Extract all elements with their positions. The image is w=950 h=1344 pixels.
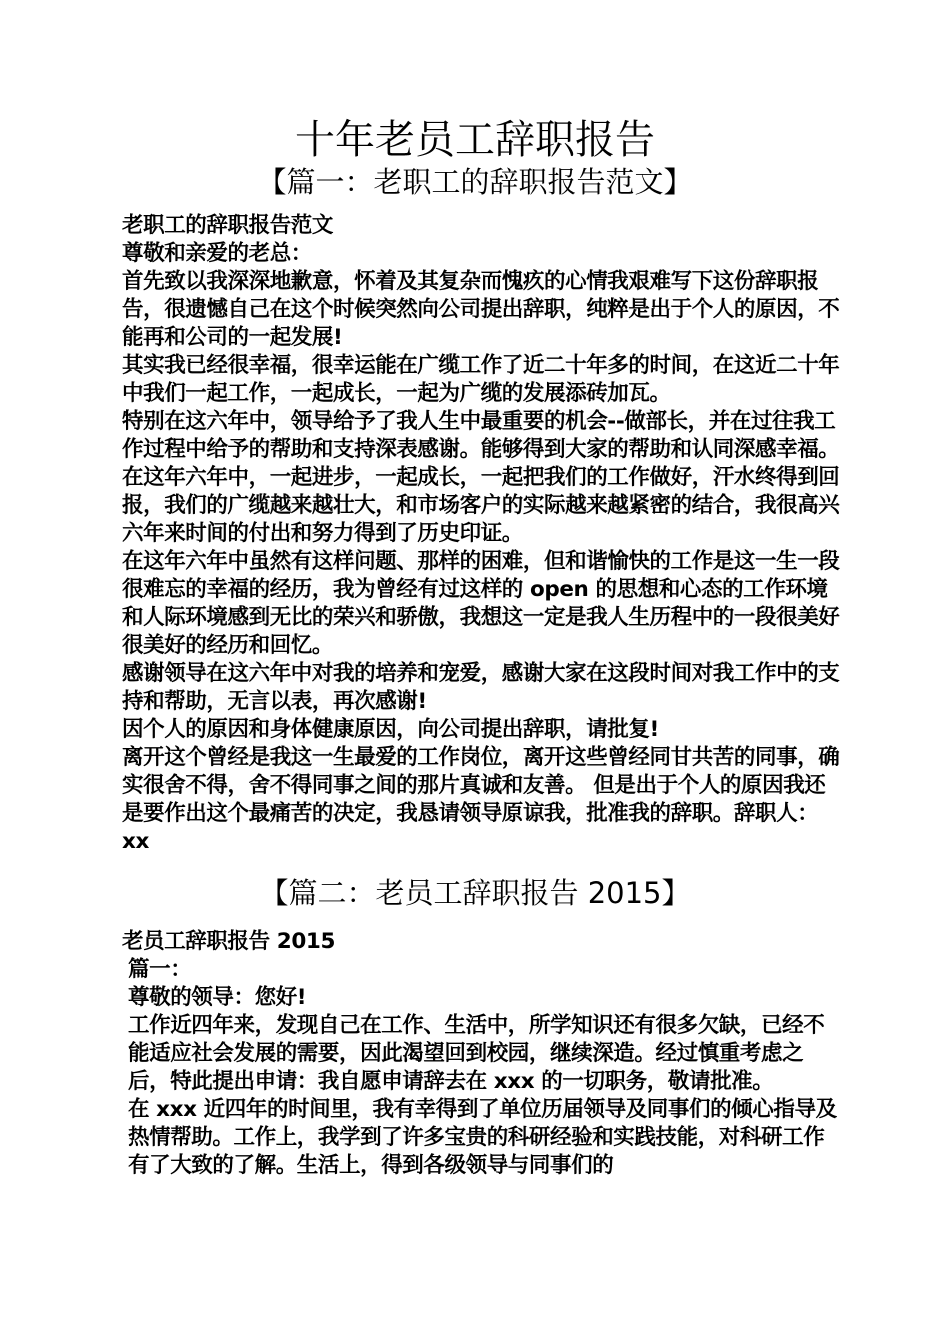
part2-body: [116, 928, 841, 1180]
part1-heading: 【篇一：老职工的辞职报告范文】: [257, 165, 693, 199]
part1-paragraph: 老职工的辞职报告范文: [122, 213, 334, 238]
part2-heading: 【篇二：老员工辞职报告 2015】: [259, 876, 691, 910]
part1-body: [116, 212, 841, 856]
part2-paragraph: 老员工辞职报告 2015: [122, 929, 336, 954]
part1-paragraph: 尊敬和亲爱的老总：: [122, 241, 312, 266]
document-title: 十年老员工辞职报告: [295, 117, 655, 163]
part2-paragraph: 尊敬的领导：您好!: [128, 985, 307, 1010]
part1-paragraph: 感谢领导在这六年中对我的培养和宠爱，感谢大家在这段时间对我工作中的支持和帮助，无言以表，再次感谢!: [122, 661, 840, 714]
part2-paragraph: 工作近四年来，发现自己在工作、生活中，所学知识还有很多欠缺，已经不能适应社会发展的需要，因此渴望回到校园，继续深造。经过慎重考虑之后，特此提出申请：我自愿申请辞去在 xxx 的一切职务，敬请批准。: [128, 1013, 825, 1094]
part1-paragraph: 特别在这六年中，领导给予了我人生中最重要的机会--做部长，并在过往我工作过程中给予的帮助和支持深表感谢。能够得到大家的帮助和认同深感幸福。: [122, 409, 840, 462]
part1-paragraph: 其实我已经很幸福，很幸运能在广缆工作了近二十年多的时间，在这近二十年中我们一起工作，一起成长，一起为广缆的发展添砖加瓦。: [122, 353, 840, 406]
part2-paragraph: 篇一：: [128, 957, 192, 982]
part1-paragraph: 在这年六年中，一起进步，一起成长，一起把我们的工作做好，汗水终得到回报，我们的广缆越来越壮大，和市场客户的实际越来越紧密的结合，我很高兴六年来时间的付出和努力得到了历史印证。: [122, 465, 840, 546]
part1-paragraph: 因个人的原因和身体健康原因，向公司提出辞职，请批复!: [122, 717, 659, 742]
part1-paragraph: 首先致以我深深地歉意，怀着及其复杂而愧疚的心情我艰难写下这份辞职报告，很遗憾自己在这个时候突然向公司提出辞职，纯粹是出于个人的原因，不能再和公司的一起发展!: [122, 269, 840, 350]
part1-paragraph: 离开这个曾经是我这一生最爱的工作岗位，离开这些曾经同甘共苦的同事，确实很舍不得，舍不得同事之间的那片真诚和友善。 但是出于个人的原因我还是要作出这个最痛苦的决定，我恳请领导原谅我，批准我的辞职。辞职人：xx: [122, 745, 840, 854]
part1-paragraph: 在这年六年中虽然有这样问题、那样的困难，但和谐愉快的工作是这一生一段很难忘的幸福的经历，我为曾经有过这样的 open 的思想和心态的工作环境和人际环境感到无比的荣兴和骄傲，我想这一定是我人生历程中的一段很美好很美好的经历和回忆。: [122, 549, 840, 658]
part2-paragraph: 在 xxx 近四年的时间里，我有幸得到了单位历届领导及同事们的倾心指导及热情帮助。工作上，我学到了许多宝贵的科研经验和实践技能，对科研工作有了大致的了解。生活上，得到各级领导与同事们的: [128, 1097, 837, 1178]
